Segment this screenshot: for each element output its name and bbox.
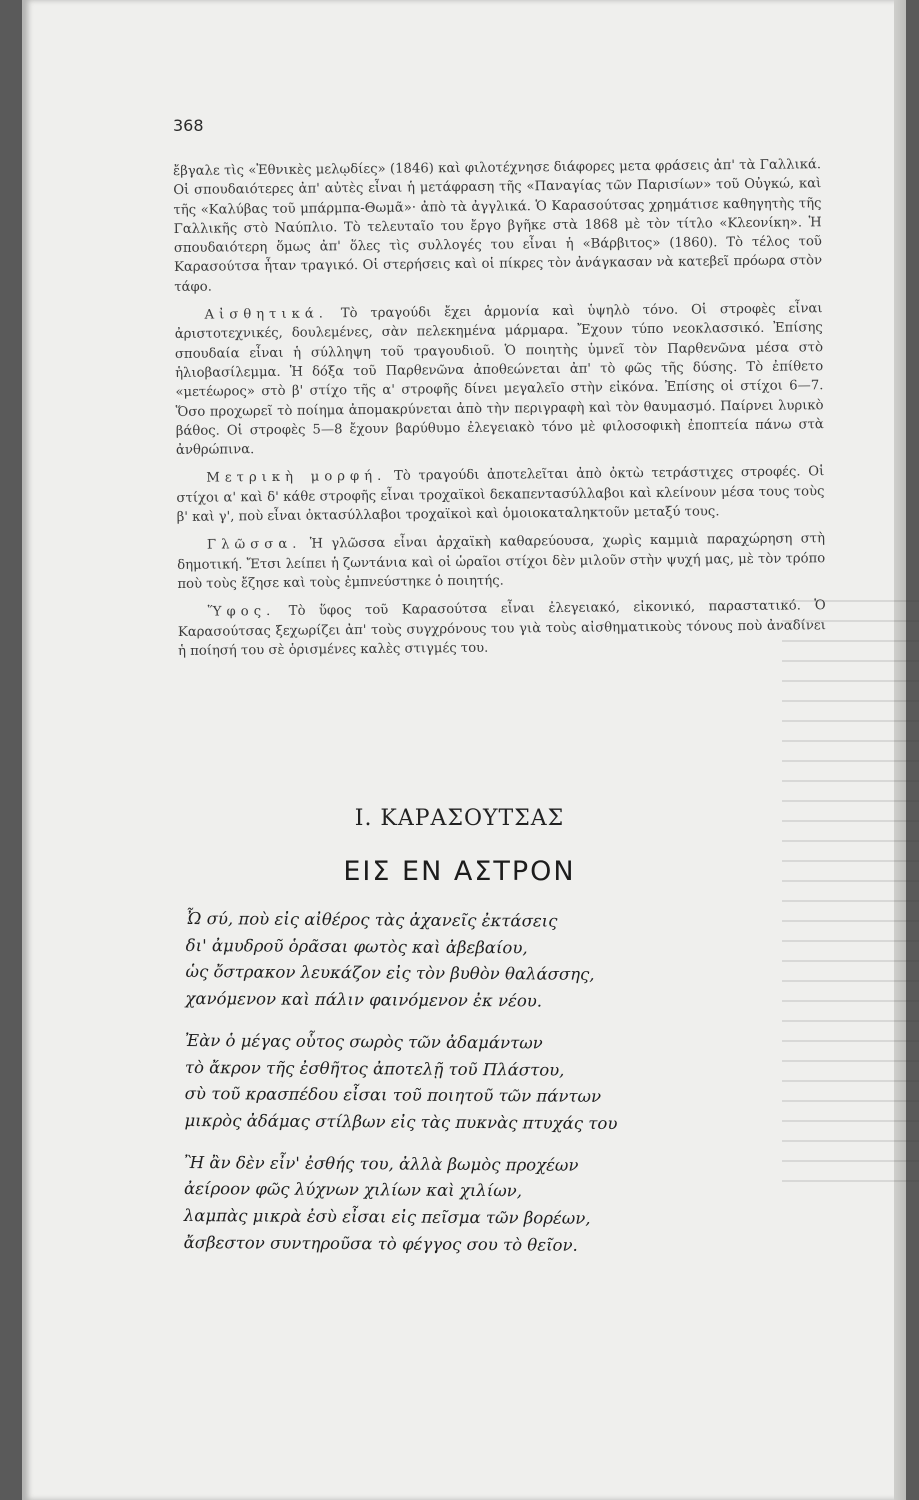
poem-title: ΕΙΣ ΕΝ ΑΣΤΡΟΝ bbox=[343, 856, 576, 887]
language-text: Ἡ γλῶσσα εἶναι ἀρχαϊκὴ καθαρεύουσα, χωρὶς καμμιὰ παραχώρηση στὴ δημοτική. Ἔτσι λείπει ἡ ζωντάνια καὶ οἱ ὡραῖοι στίχοι δὲν μιλοῦν στὴν ψυχή μας, μὲ τὸν τρόπο ποὺ τοὺς ἔζησε καὶ τοὺς ἐμπνεύστηκε ὁ ποιητής. bbox=[177, 531, 826, 592]
metrics-paragraph bbox=[176, 463, 825, 528]
aesthetics-label: Αἰσθητικά. bbox=[204, 306, 329, 323]
bleed-through bbox=[782, 600, 919, 1200]
poem-body bbox=[183, 906, 646, 1275]
intro-paragraph: ἔβγαλε τὶς «Ἐθνικὲς μελῳδίες» (1846) καὶ φιλοτέχνησε διάφορες μετα φράσεις ἀπ' τὰ Γαλλικά. Οἱ σπουδαιότερες ἀπ' αὐτὲς εἶναι ἡ μετάφραση τῆς «Παναγίας τῶν Παρισίων» τοῦ Οὐγκώ, καὶ τῆς «Καλύβας τοῦ μπάρμπα-Θωμᾶ»· ἀπὸ τὰ ἀγγλικά. Ὁ Καρασούτσας χρημάτισε καθηγητὴς τῆς Γαλλικῆς στὸ Ναύπλιο. Τὸ τελευταῖο του ἔργο βγῆκε στὰ 1868 μὲ τὸν τίτλο «Κλεονίκη». Ἡ σπουδαιότερη ὅμως ἀπ' ὅλες τὶς συλλογές του εἶναι ἡ «Βάρβιτος» (1860). Τὸ τέλος τοῦ Καρασούτσα ἦταν τραγικό. Οἱ στερήσεις καὶ οἱ πίκρες τὸν ἀνάγκασαν νὰ κατεβεῖ πρόωρα στὸν τάφο. bbox=[173, 157, 823, 295]
poem-author: Ι. ΚΑΡΑΣΟΥΤΣΑΣ bbox=[354, 806, 565, 831]
page-number: 368 bbox=[173, 116, 204, 135]
aesthetics-paragraph bbox=[175, 299, 825, 460]
verse-line: Ἐὰν ὁ μέγας οὗτος σωρὸς τῶν ἀδαμάντων bbox=[184, 1030, 543, 1053]
verse-line: Ἢ ἂν δὲν εἶν' ἐσθής του, ἀλλὰ βωμὸς προχέων bbox=[184, 1152, 579, 1175]
commentary-text bbox=[173, 155, 826, 670]
metrics-label: Μετρικὴ μορφή. bbox=[206, 469, 387, 487]
verse-line: λαμπὰς μικρὰ ἐσὺ εἶσαι εἰς πεῖσμα τῶν βορέων, bbox=[183, 1206, 591, 1228]
metrics-text: Τὸ τραγούδι ἀποτελεῖται ἀπὸ ὀκτὼ τετράστιχες στροφές. Οἱ στίχοι α' καὶ δ' κάθε στροφῆς εἶναι τροχαϊκοὶ δεκαπεντασύλλαβοι καὶ κλείνουν μέσα τους τοὺς β' καὶ γ', ποὺ εἶναι ὀκτασύλλαβοι τροχαϊκοὶ καὶ ὁμοιοκαταληκτοῦν μεταξύ τους. bbox=[176, 464, 825, 526]
verse-line: δι' ἀμυδροῦ ὁρᾶσαι φωτὸς καὶ ἀβεβαίου, bbox=[185, 935, 528, 958]
verse-line: ὡς ὄστρακον λευκάζον εἰς τὸν βυθὸν θαλάσσης, bbox=[185, 962, 595, 985]
style-paragraph bbox=[178, 596, 827, 661]
language-label: Γλῶσσα. bbox=[206, 537, 302, 554]
verse-line: Ὦ σύ, ποὺ εἰς αἰθέρος τὰς ἀχανεῖς ἐκτάσεις bbox=[185, 908, 558, 931]
style-text: Τὸ ὕφος τοῦ Καρασούτσα εἶναι ἐλεγειακό, εἰκονικό, παραστατικό. Ὁ Καρασούτσας ξεχωρίζει ἀπ' τοὺς συγχρόνους του γιὰ τοὺς αἰσθηματικοὺς τόνους ποὺ ἀναδίνει ἡ ποίησή του σὲ ὁρισμένες καλὲς στιγμές του. bbox=[177, 598, 826, 659]
stanza bbox=[185, 906, 646, 1016]
verse-line: ἀείροον φῶς λύχνων χιλίων καὶ χιλίων, bbox=[183, 1179, 523, 1201]
verse-line: ἄσβεστον συντηροῦσα τὸ φέγγος σου τὸ θεῖον. bbox=[183, 1232, 578, 1255]
verse-line: μικρὸς ἀδάμας στίλβων εἰς τὰς πυκνὰς πτυχάς του bbox=[184, 1110, 618, 1133]
stanza bbox=[184, 1028, 645, 1138]
stanza bbox=[184, 1150, 645, 1260]
verse-line: τὸ ἄκρον τῆς ἐσθῆτος ἀποτελῇ τοῦ Πλάστου, bbox=[184, 1057, 565, 1080]
verse-line: χανόμενον καὶ πάλιν φαινόμενον ἐκ νέου. bbox=[185, 989, 543, 1011]
style-label: Ὕφος. bbox=[207, 604, 276, 620]
language-paragraph bbox=[177, 530, 826, 595]
verse-line: σὺ τοῦ κρασπέδου εἶσαι τοῦ ποιητοῦ τῶν πάντων bbox=[184, 1084, 602, 1107]
aesthetics-text: Τὸ τραγούδι ἔχει ἁρμονία καὶ ὑψηλὸ τόνο. Οἱ στροφὲς εἶναι ἀριστοτεχνικές, δουλεμένες, σὰν πελεκημένα μάρμαρα. Ἔχουν τύπο νεοκλασσικό. Ἐπίσης σπουδαία εἶναι ἡ σύλληψη τοῦ τραγουδιοῦ. Ὁ ποιητὴς ὑμνεῖ τὸν Παρθενῶνα μέσα στὸ ἡλιοβασίλεμμα. Ἡ δόξα τοῦ Παρθενῶνα ἀποθεώνεται ἀπ' τὸ φῶς τῆς δύσης. Τὸ ἐπίθετο «μετέωρος» στὸ β' στίχο τῆς α' στροφῆς δίνει μεγαλεῖο στὴν εἰκόνα. Ἐπίσης οἱ στίχοι 6—7. Ὅσο προχωρεῖ τὸ ποίημα ἀπομακρύνεται ἀπὸ τὴν περιγραφὴ καὶ τὸν θαυμασμό. Παίρνει λυρικὸ βάθος. Οἱ στροφὲς 5—8 ἔχουν βαρύθυμο ἐλεγειακὸ τόνο μὲ φιλοσοφικὴ ἐποπτεία πάνω στὰ ἀνθρώπινα. bbox=[174, 301, 824, 459]
